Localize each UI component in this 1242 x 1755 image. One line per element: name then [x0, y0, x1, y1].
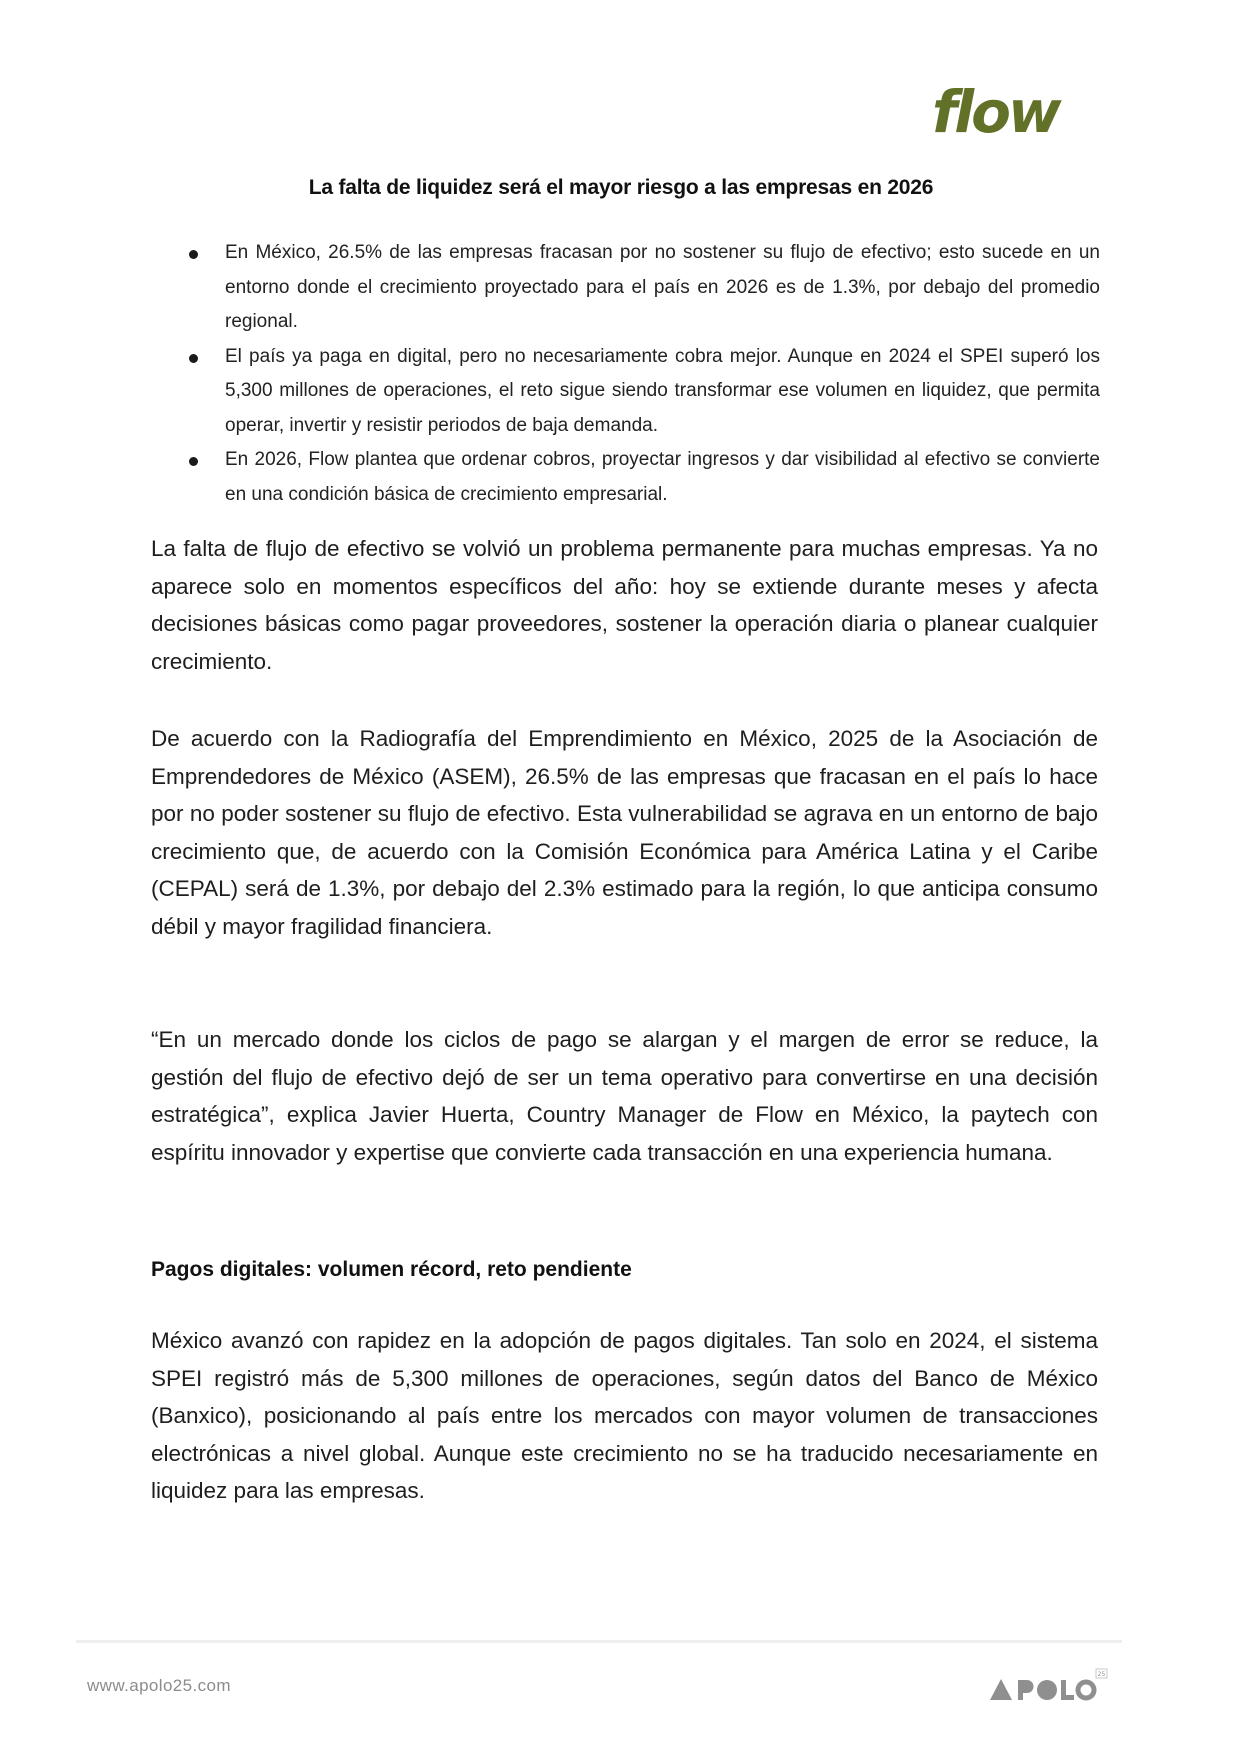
- flow-logo-text: flow: [932, 78, 1059, 146]
- bullet-text: En México, 26.5% de las empresas fracasan por no sostener su flujo de efectivo; esto sucede en un entorno donde el crecimiento proyectado para el país en 2026 es de 1.3%, por debajo del promedio regional.: [225, 242, 1100, 332]
- quote-paragraph: “En un mercado donde los ciclos de pago se alargan y el margen de error se reduce, la gestión del flujo de efectivo dejó de ser un tema operativo para convertirse en una decisión estratégica”, explica Javier Huerta, Country Manager de Flow en México, la paytech con espíritu innovador y expertise que convierte cada transacción en una experiencia humana.: [151, 1027, 1098, 1165]
- body-paragraph: De acuerdo con la Radiografía del Emprendimiento en México, 2025 de la Asociación de Emprendedores de México (ASEM), 26.5% de las empresas que fracasan en el país lo hace por no poder sostener su flujo de efectivo. Esta vulnerabilidad se agrava en un entorno de bajo crecimiento que, de acuerdo con la Comisión Económica para América Latina y el Caribe (CEPAL) será de 1.3%, por debajo del 2.3% estimado para la región, lo que anticipa consumo débil y mayor fragilidad financiera.: [151, 726, 1098, 939]
- flow-logo: [930, 78, 1080, 148]
- apolo-logo-l-shape: [1061, 1680, 1074, 1700]
- bullet-text: En 2026, Flow plantea que ordenar cobros, proyectar ingresos y dar visibilidad al efectivo se convierte en una condición básica de crecimiento empresarial.: [225, 449, 1100, 505]
- apolo-logo-a-shape: [990, 1679, 1012, 1700]
- apolo-badge-text: 25: [1097, 1671, 1106, 1678]
- footer-divider: [76, 1640, 1122, 1643]
- summary-bullet: [186, 236, 1100, 340]
- apolo-logo-o2-shape: [1078, 1682, 1094, 1698]
- bullet-text: El país ya paga en digital, pero no necesariamente cobra mejor. Aunque en 2024 el SPEI superó los 5,300 millones de operaciones, el reto sigue siendo transformar ese volumen en liquidez, que permita operar, invertir y resistir periodos de baja demanda.: [225, 345, 1100, 436]
- summary-bullet: [186, 340, 1100, 444]
- apolo-logo-o-shape: [1037, 1680, 1057, 1700]
- summary-bullet: [186, 443, 1100, 512]
- body-paragraph: La falta de flujo de efectivo se volvió un problema permanente para muchas empresas. Ya no aparece solo en momentos específicos del año: hoy se extiende durante meses y afecta decisiones básicas como pagar proveedores, sostener la operación diaria o planear cualquier crecimiento.: [151, 536, 1098, 674]
- summary-bullet-list: [186, 236, 1100, 512]
- section-paragraph: México avanzó con rapidez en la adopción de pagos digitales. Tan solo en 2024, el sistema SPEI registró más de 5,300 millones de operaciones, según datos del Banco de México (Banxico), posicionando al país entre los mercados con mayor volumen de transacciones electrónicas a nivel global. Aunque este crecimiento no se ha traducido necesariamente en liquidez para las empresas.: [151, 1328, 1098, 1504]
- document-title: La falta de liquidez será el mayor riesgo a las empresas en 2026: [308, 176, 934, 199]
- section-heading: Pagos digitales: volumen récord, reto pendiente: [151, 1258, 632, 1281]
- apolo-logo-p-shape: [1018, 1680, 1034, 1700]
- bullet-icon: [189, 457, 198, 466]
- apolo-logo: [988, 1668, 1108, 1702]
- footer-url[interactable]: www.apolo25.com: [87, 1676, 231, 1695]
- bullet-icon: [189, 250, 198, 259]
- bullet-icon: [189, 354, 198, 363]
